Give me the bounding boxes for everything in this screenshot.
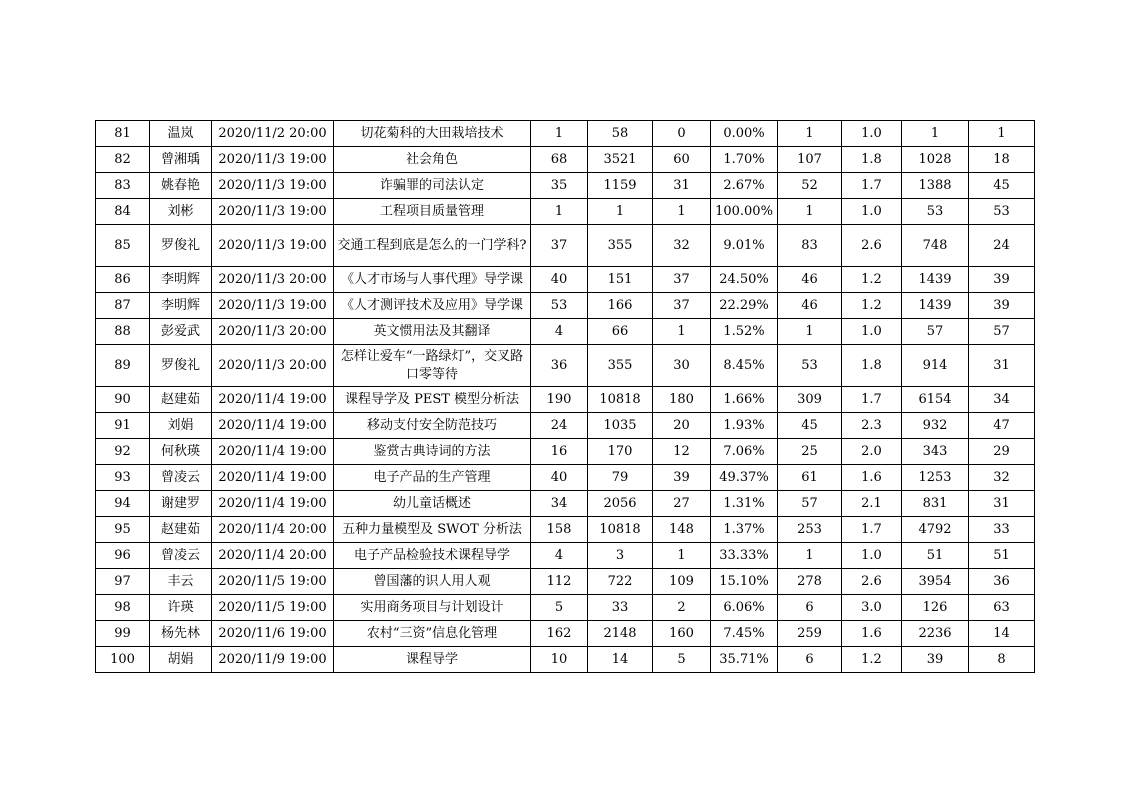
- lecturer-cell: 温岚: [150, 121, 212, 147]
- topic-cell: 实用商务项目与计划设计: [334, 595, 531, 621]
- seq-cell: 83: [96, 173, 150, 199]
- table-row: [96, 173, 1035, 199]
- count-b-cell: 3521: [588, 147, 653, 173]
- count-a-cell: 53: [531, 293, 588, 319]
- table-row: [96, 647, 1035, 673]
- rate-cell: 6.06%: [711, 595, 778, 621]
- count-a-cell: 4: [531, 319, 588, 345]
- count-a-cell: 1: [531, 121, 588, 147]
- count-f-cell: 39: [969, 267, 1035, 293]
- rate-cell: 24.50%: [711, 267, 778, 293]
- ratio-cell: 1.7: [842, 517, 902, 543]
- count-a-cell: 162: [531, 621, 588, 647]
- seq-cell: 84: [96, 199, 150, 225]
- count-c-cell: 1: [653, 319, 711, 345]
- count-b-cell: 1035: [588, 413, 653, 439]
- ratio-cell: 2.3: [842, 413, 902, 439]
- seq-cell: 100: [96, 647, 150, 673]
- datetime-cell: 2020/11/4 19:00: [212, 387, 334, 413]
- ratio-cell: 1.0: [842, 121, 902, 147]
- topic-cell: 切花菊科的大田栽培技术: [334, 121, 531, 147]
- datetime-cell: 2020/11/9 19:00: [212, 647, 334, 673]
- lecturer-cell: 刘娟: [150, 413, 212, 439]
- rate-cell: 49.37%: [711, 465, 778, 491]
- count-a-cell: 16: [531, 439, 588, 465]
- table-row: [96, 491, 1035, 517]
- count-a-cell: 40: [531, 267, 588, 293]
- count-c-cell: 180: [653, 387, 711, 413]
- count-c-cell: 12: [653, 439, 711, 465]
- count-e-cell: 126: [902, 595, 969, 621]
- table-row: [96, 225, 1035, 267]
- count-b-cell: 58: [588, 121, 653, 147]
- seq-cell: 88: [96, 319, 150, 345]
- count-c-cell: 37: [653, 267, 711, 293]
- count-c-cell: 1: [653, 543, 711, 569]
- count-f-cell: 1: [969, 121, 1035, 147]
- count-a-cell: 1: [531, 199, 588, 225]
- rate-cell: 33.33%: [711, 543, 778, 569]
- count-f-cell: 24: [969, 225, 1035, 267]
- seq-cell: 85: [96, 225, 150, 267]
- count-a-cell: 35: [531, 173, 588, 199]
- rate-cell: 0.00%: [711, 121, 778, 147]
- table-row: [96, 199, 1035, 225]
- rate-cell: 1.70%: [711, 147, 778, 173]
- rate-cell: 1.66%: [711, 387, 778, 413]
- count-f-cell: 33: [969, 517, 1035, 543]
- datetime-cell: 2020/11/4 19:00: [212, 413, 334, 439]
- count-e-cell: 3954: [902, 569, 969, 595]
- topic-cell: 电子产品检验技术课程导学: [334, 543, 531, 569]
- count-c-cell: 0: [653, 121, 711, 147]
- count-d-cell: 259: [778, 621, 842, 647]
- topic-cell: 《人才测评技术及应用》导学课: [334, 293, 531, 319]
- count-f-cell: 51: [969, 543, 1035, 569]
- table-row: [96, 517, 1035, 543]
- lecturer-cell: 李明辉: [150, 293, 212, 319]
- count-a-cell: 34: [531, 491, 588, 517]
- count-c-cell: 31: [653, 173, 711, 199]
- count-d-cell: 61: [778, 465, 842, 491]
- datetime-cell: 2020/11/3 20:00: [212, 345, 334, 387]
- seq-cell: 98: [96, 595, 150, 621]
- count-e-cell: 914: [902, 345, 969, 387]
- datetime-cell: 2020/11/3 19:00: [212, 147, 334, 173]
- count-c-cell: 148: [653, 517, 711, 543]
- count-b-cell: 10818: [588, 517, 653, 543]
- count-b-cell: 2056: [588, 491, 653, 517]
- seq-cell: 89: [96, 345, 150, 387]
- seq-cell: 90: [96, 387, 150, 413]
- lecturer-cell: 谢建罗: [150, 491, 212, 517]
- seq-cell: 95: [96, 517, 150, 543]
- topic-cell: 诈骗罪的司法认定: [334, 173, 531, 199]
- table-row: [96, 293, 1035, 319]
- topic-cell: 工程项目质量管理: [334, 199, 531, 225]
- rate-cell: 100.00%: [711, 199, 778, 225]
- table-row: [96, 345, 1035, 387]
- count-f-cell: 29: [969, 439, 1035, 465]
- ratio-cell: 1.0: [842, 543, 902, 569]
- count-b-cell: 66: [588, 319, 653, 345]
- count-b-cell: 79: [588, 465, 653, 491]
- datetime-cell: 2020/11/4 19:00: [212, 491, 334, 517]
- count-c-cell: 20: [653, 413, 711, 439]
- count-a-cell: 158: [531, 517, 588, 543]
- count-e-cell: 1253: [902, 465, 969, 491]
- count-b-cell: 166: [588, 293, 653, 319]
- count-a-cell: 68: [531, 147, 588, 173]
- datetime-cell: 2020/11/2 20:00: [212, 121, 334, 147]
- seq-cell: 99: [96, 621, 150, 647]
- count-e-cell: 748: [902, 225, 969, 267]
- datetime-cell: 2020/11/4 19:00: [212, 465, 334, 491]
- count-e-cell: 831: [902, 491, 969, 517]
- count-d-cell: 46: [778, 293, 842, 319]
- table-row: [96, 439, 1035, 465]
- count-e-cell: 6154: [902, 387, 969, 413]
- rate-cell: 2.67%: [711, 173, 778, 199]
- rate-cell: 1.37%: [711, 517, 778, 543]
- count-a-cell: 4: [531, 543, 588, 569]
- lecturer-cell: 李明辉: [150, 267, 212, 293]
- count-e-cell: 4792: [902, 517, 969, 543]
- ratio-cell: 2.6: [842, 225, 902, 267]
- seq-cell: 91: [96, 413, 150, 439]
- count-d-cell: 1: [778, 319, 842, 345]
- count-f-cell: 63: [969, 595, 1035, 621]
- ratio-cell: 2.1: [842, 491, 902, 517]
- count-f-cell: 45: [969, 173, 1035, 199]
- count-c-cell: 1: [653, 199, 711, 225]
- datetime-cell: 2020/11/6 19:00: [212, 621, 334, 647]
- count-c-cell: 30: [653, 345, 711, 387]
- lecturer-cell: 何秋瑛: [150, 439, 212, 465]
- count-a-cell: 24: [531, 413, 588, 439]
- count-e-cell: 1439: [902, 293, 969, 319]
- lecturer-cell: 彭爱武: [150, 319, 212, 345]
- count-a-cell: 37: [531, 225, 588, 267]
- count-b-cell: 3: [588, 543, 653, 569]
- rate-cell: 1.31%: [711, 491, 778, 517]
- count-a-cell: 5: [531, 595, 588, 621]
- seq-cell: 87: [96, 293, 150, 319]
- datetime-cell: 2020/11/5 19:00: [212, 595, 334, 621]
- datetime-cell: 2020/11/3 20:00: [212, 267, 334, 293]
- count-b-cell: 722: [588, 569, 653, 595]
- count-a-cell: 112: [531, 569, 588, 595]
- rate-cell: 15.10%: [711, 569, 778, 595]
- seq-cell: 94: [96, 491, 150, 517]
- count-d-cell: 1: [778, 543, 842, 569]
- datetime-cell: 2020/11/4 19:00: [212, 439, 334, 465]
- lecturer-cell: 曾凌云: [150, 543, 212, 569]
- count-f-cell: 8: [969, 647, 1035, 673]
- count-c-cell: 37: [653, 293, 711, 319]
- count-e-cell: 57: [902, 319, 969, 345]
- ratio-cell: 3.0: [842, 595, 902, 621]
- count-d-cell: 53: [778, 345, 842, 387]
- count-b-cell: 170: [588, 439, 653, 465]
- ratio-cell: 1.0: [842, 319, 902, 345]
- count-d-cell: 25: [778, 439, 842, 465]
- seq-cell: 92: [96, 439, 150, 465]
- count-d-cell: 309: [778, 387, 842, 413]
- count-e-cell: 1388: [902, 173, 969, 199]
- count-b-cell: 14: [588, 647, 653, 673]
- lecturer-cell: 姚春艳: [150, 173, 212, 199]
- table-row: [96, 543, 1035, 569]
- datetime-cell: 2020/11/3 19:00: [212, 199, 334, 225]
- count-e-cell: 39: [902, 647, 969, 673]
- datetime-cell: 2020/11/4 20:00: [212, 543, 334, 569]
- count-d-cell: 6: [778, 595, 842, 621]
- count-f-cell: 34: [969, 387, 1035, 413]
- table-row: [96, 595, 1035, 621]
- count-b-cell: 2148: [588, 621, 653, 647]
- table-row: [96, 267, 1035, 293]
- ratio-cell: 1.7: [842, 173, 902, 199]
- count-a-cell: 40: [531, 465, 588, 491]
- topic-cell: 鉴赏古典诗词的方法: [334, 439, 531, 465]
- count-d-cell: 52: [778, 173, 842, 199]
- count-c-cell: 5: [653, 647, 711, 673]
- count-c-cell: 60: [653, 147, 711, 173]
- rate-cell: 9.01%: [711, 225, 778, 267]
- lecturer-cell: 罗俊礼: [150, 225, 212, 267]
- seq-cell: 96: [96, 543, 150, 569]
- count-d-cell: 1: [778, 199, 842, 225]
- seq-cell: 81: [96, 121, 150, 147]
- count-b-cell: 151: [588, 267, 653, 293]
- topic-cell: 电子产品的生产管理: [334, 465, 531, 491]
- lecturer-cell: 胡娟: [150, 647, 212, 673]
- lecturer-cell: 曾湘瑀: [150, 147, 212, 173]
- count-f-cell: 32: [969, 465, 1035, 491]
- count-e-cell: 51: [902, 543, 969, 569]
- count-d-cell: 57: [778, 491, 842, 517]
- count-b-cell: 1: [588, 199, 653, 225]
- count-d-cell: 45: [778, 413, 842, 439]
- ratio-cell: 2.0: [842, 439, 902, 465]
- count-d-cell: 6: [778, 647, 842, 673]
- datetime-cell: 2020/11/5 19:00: [212, 569, 334, 595]
- datetime-cell: 2020/11/3 19:00: [212, 225, 334, 267]
- lecturer-cell: 罗俊礼: [150, 345, 212, 387]
- count-e-cell: 2236: [902, 621, 969, 647]
- datetime-cell: 2020/11/3 19:00: [212, 293, 334, 319]
- seq-cell: 82: [96, 147, 150, 173]
- topic-cell: 社会角色: [334, 147, 531, 173]
- count-f-cell: 53: [969, 199, 1035, 225]
- count-d-cell: 1: [778, 121, 842, 147]
- topic-cell: 交通工程到底是怎么的一门学科?: [334, 225, 531, 267]
- count-e-cell: 1439: [902, 267, 969, 293]
- count-c-cell: 32: [653, 225, 711, 267]
- lecturer-cell: 曾凌云: [150, 465, 212, 491]
- topic-cell: 农村“三资”信息化管理: [334, 621, 531, 647]
- table-row: [96, 413, 1035, 439]
- rate-cell: 8.45%: [711, 345, 778, 387]
- count-a-cell: 10: [531, 647, 588, 673]
- ratio-cell: 1.2: [842, 647, 902, 673]
- count-d-cell: 278: [778, 569, 842, 595]
- table-row: [96, 569, 1035, 595]
- table-row: [96, 121, 1035, 147]
- seq-cell: 93: [96, 465, 150, 491]
- topic-cell: 移动支付安全防范技巧: [334, 413, 531, 439]
- ratio-cell: 1.0: [842, 199, 902, 225]
- rate-cell: 22.29%: [711, 293, 778, 319]
- topic-cell: 英文惯用法及其翻译: [334, 319, 531, 345]
- count-b-cell: 355: [588, 345, 653, 387]
- rate-cell: 1.52%: [711, 319, 778, 345]
- lecturer-cell: 许瑛: [150, 595, 212, 621]
- seq-cell: 97: [96, 569, 150, 595]
- count-d-cell: 46: [778, 267, 842, 293]
- count-e-cell: 1028: [902, 147, 969, 173]
- topic-cell: 课程导学及 PEST 模型分析法: [334, 387, 531, 413]
- count-c-cell: 27: [653, 491, 711, 517]
- rate-cell: 7.45%: [711, 621, 778, 647]
- ratio-cell: 1.7: [842, 387, 902, 413]
- count-f-cell: 36: [969, 569, 1035, 595]
- rate-cell: 35.71%: [711, 647, 778, 673]
- count-c-cell: 2: [653, 595, 711, 621]
- count-c-cell: 39: [653, 465, 711, 491]
- datetime-cell: 2020/11/4 20:00: [212, 517, 334, 543]
- count-c-cell: 160: [653, 621, 711, 647]
- count-f-cell: 57: [969, 319, 1035, 345]
- count-f-cell: 47: [969, 413, 1035, 439]
- count-a-cell: 36: [531, 345, 588, 387]
- rate-cell: 1.93%: [711, 413, 778, 439]
- count-b-cell: 10818: [588, 387, 653, 413]
- ratio-cell: 1.8: [842, 147, 902, 173]
- ratio-cell: 1.6: [842, 465, 902, 491]
- count-f-cell: 14: [969, 621, 1035, 647]
- count-d-cell: 107: [778, 147, 842, 173]
- count-b-cell: 355: [588, 225, 653, 267]
- topic-cell: 五种力量模型及 SWOT 分析法: [334, 517, 531, 543]
- count-d-cell: 83: [778, 225, 842, 267]
- table-row: [96, 387, 1035, 413]
- topic-cell: 幼儿童话概述: [334, 491, 531, 517]
- datetime-cell: 2020/11/3 20:00: [212, 319, 334, 345]
- lecturer-cell: 刘彬: [150, 199, 212, 225]
- ratio-cell: 1.2: [842, 267, 902, 293]
- ratio-cell: 1.8: [842, 345, 902, 387]
- ratio-cell: 1.6: [842, 621, 902, 647]
- count-b-cell: 33: [588, 595, 653, 621]
- ratio-cell: 2.6: [842, 569, 902, 595]
- lecturer-cell: 杨先林: [150, 621, 212, 647]
- count-f-cell: 18: [969, 147, 1035, 173]
- datetime-cell: 2020/11/3 19:00: [212, 173, 334, 199]
- seq-cell: 86: [96, 267, 150, 293]
- topic-cell: 曾国藩的识人用人观: [334, 569, 531, 595]
- count-a-cell: 190: [531, 387, 588, 413]
- table-row: [96, 621, 1035, 647]
- count-f-cell: 31: [969, 491, 1035, 517]
- count-d-cell: 253: [778, 517, 842, 543]
- lecturer-cell: 丰云: [150, 569, 212, 595]
- rate-cell: 7.06%: [711, 439, 778, 465]
- count-f-cell: 31: [969, 345, 1035, 387]
- topic-cell: 《人才市场与人事代理》导学课: [334, 267, 531, 293]
- lecturer-cell: 赵建茹: [150, 387, 212, 413]
- ratio-cell: 1.2: [842, 293, 902, 319]
- count-f-cell: 39: [969, 293, 1035, 319]
- count-e-cell: 343: [902, 439, 969, 465]
- count-e-cell: 1: [902, 121, 969, 147]
- count-b-cell: 1159: [588, 173, 653, 199]
- table-row: [96, 147, 1035, 173]
- table-row: [96, 319, 1035, 345]
- count-e-cell: 53: [902, 199, 969, 225]
- count-c-cell: 109: [653, 569, 711, 595]
- table-row: [96, 465, 1035, 491]
- data-table: [95, 120, 1035, 673]
- topic-cell: 课程导学: [334, 647, 531, 673]
- lecturer-cell: 赵建茹: [150, 517, 212, 543]
- topic-cell: 怎样让爱车“一路绿灯”，交叉路口零等待: [334, 345, 531, 387]
- count-e-cell: 932: [902, 413, 969, 439]
